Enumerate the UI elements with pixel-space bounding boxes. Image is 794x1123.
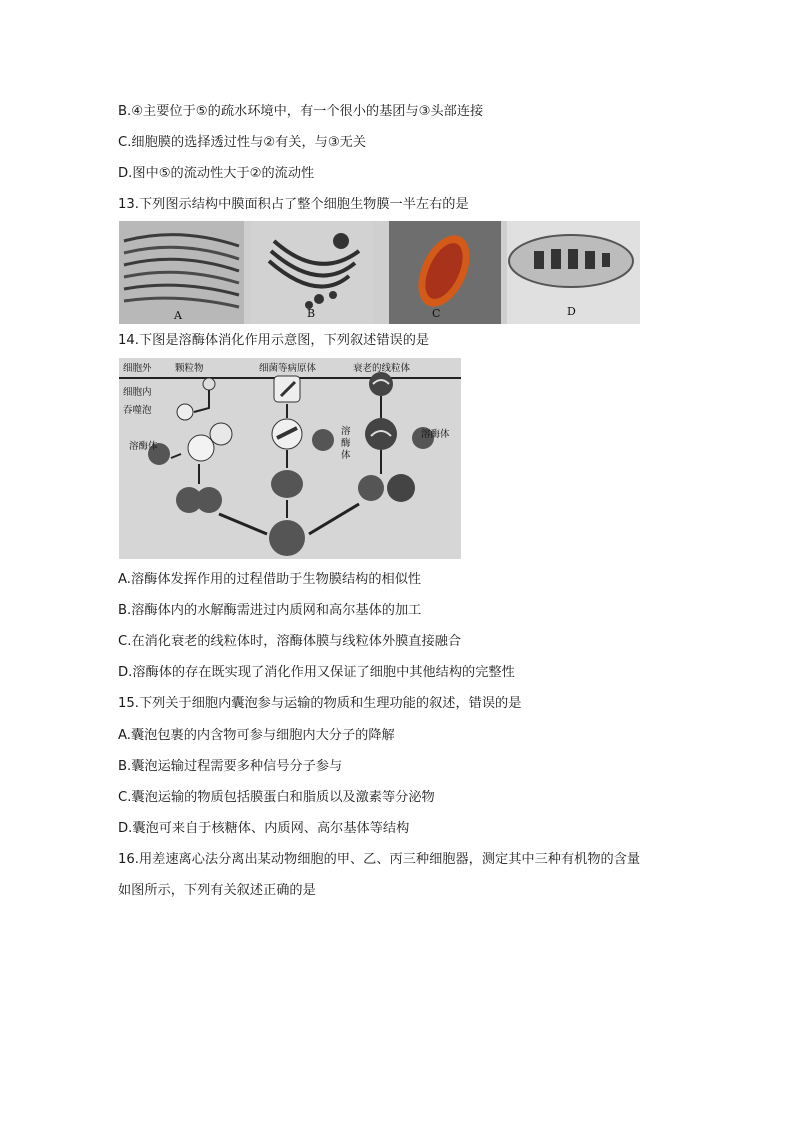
q14-stem: 14.下图是溶酶体消化作用示意图，下列叙述错误的是	[118, 333, 430, 348]
q13-label-b: B	[307, 307, 316, 320]
q16-stem-line1: 16.用差速离心法分离出某动物细胞的甲、乙、丙三种细胞器，测定其中三种有机物的含量	[118, 852, 641, 867]
phagosome	[177, 404, 193, 420]
organelle-images	[119, 221, 640, 324]
q13-label-c: C	[432, 307, 441, 320]
q14-option-b: B.溶酶体内的水解酶需进过内质网和高尔基体的加工	[118, 603, 422, 618]
label-inside: 细胞内	[123, 387, 152, 398]
q15-option-a: A.囊泡包裹的内含物可参与细胞内大分子的降解	[118, 728, 395, 743]
q15-option-b: B.囊泡运输过程需要多种信号分子参与	[118, 759, 343, 774]
label-lysosome-mid: 溶酶体	[341, 426, 351, 461]
q14-option-d: D.溶酶体的存在既实现了消化作用又保证了细胞中其他结构的完整性	[118, 665, 515, 680]
label-phagosome: 吞噬泡	[123, 405, 152, 416]
q13-label-a: A	[174, 309, 182, 322]
label-pathogen: 细菌等病原体	[259, 363, 317, 374]
lysosome-diagram	[119, 358, 461, 559]
mitochondrion-image	[389, 221, 501, 324]
q14-option-a: A.溶酶体发挥作用的过程借助于生物膜结构的相似性	[118, 572, 422, 587]
q13-label-d: D	[567, 305, 576, 318]
label-outside: 细胞外	[123, 363, 152, 374]
q12-option-b: B.④主要位于⑤的疏水环境中，有一个很小的基团与③头部连接	[118, 104, 484, 119]
label-aged-mito: 衰老的线粒体	[353, 363, 411, 374]
q15-option-c: C.囊泡运输的物质包括膜蛋白和脂质以及激素等分泌物	[118, 790, 435, 805]
q12-option-c: C.细胞膜的选择透过性与②有关，与③无关	[118, 135, 367, 150]
q15-stem: 15.下列关于细胞内囊泡参与运输的物质和生理功能的叙述，错误的是	[118, 696, 522, 711]
aged-mitochondrion	[369, 372, 393, 396]
label-lysosome-left: 溶酶体	[129, 441, 158, 452]
residual-body	[269, 520, 305, 556]
vesicle	[188, 435, 214, 461]
q13-figure	[119, 221, 640, 324]
particle	[203, 378, 215, 390]
q16-stem-line2: 如图所示，下列有关叙述正确的是	[118, 883, 316, 898]
q14-diagram	[119, 358, 461, 559]
label-lysosome-right: 溶酶体	[421, 429, 450, 440]
q12-option-d: D.图中⑤的流动性大于②的流动性	[118, 166, 315, 181]
q13-stem: 13.下列图示结构中膜面积占了整个细胞生物膜一半左右的是	[118, 197, 469, 212]
q14-option-c: C.在消化衰老的线粒体时，溶酶体膜与线粒体外膜直接融合	[118, 634, 462, 649]
lysosome-mid	[312, 429, 334, 451]
label-particle: 颗粒物	[175, 363, 204, 374]
q15-option-d: D.囊泡可来自于核糖体、内质网、高尔基体等结构	[118, 821, 410, 836]
